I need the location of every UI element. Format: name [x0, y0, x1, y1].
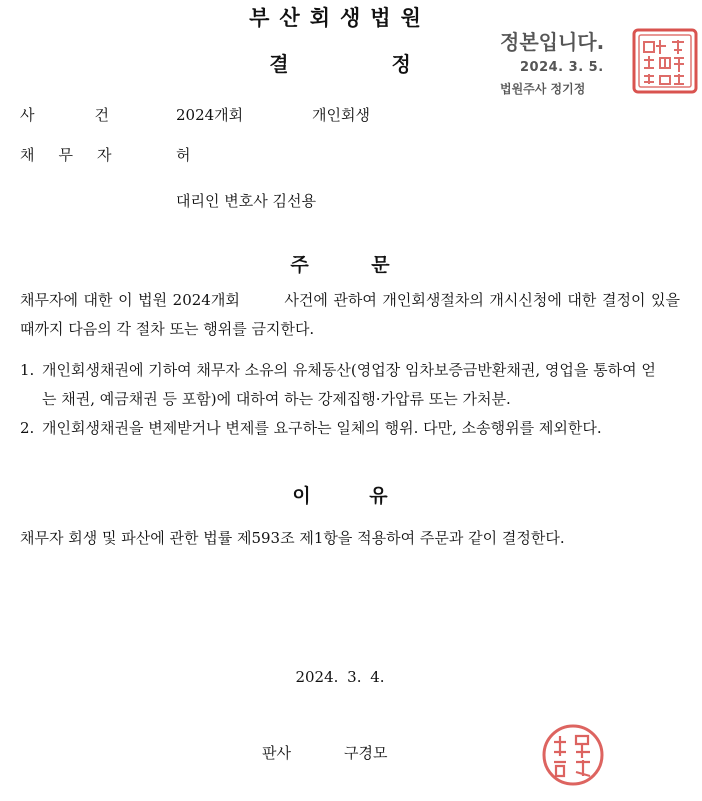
certified-copy-clerk: 법원주사 정기정 [500, 82, 586, 96]
judge-seal-stamp [540, 722, 606, 788]
order-item-number: 1. [20, 361, 35, 379]
certified-copy-text: 정본입니다. [500, 30, 605, 54]
order-item-text: 개인회생채권을 변제받거나 변제를 요구하는 일체의 행위. 다만, 소송행위를 제외한다. [42, 419, 602, 437]
document-type-title: 결 정 [269, 52, 411, 76]
order-item [20, 356, 670, 414]
case-label: 사건 [20, 106, 169, 124]
order-item [20, 414, 670, 443]
court-seal-stamp [630, 26, 700, 96]
court-name: 부산회생법원 [249, 6, 431, 30]
order-heading: 주 문 [290, 254, 390, 276]
certified-copy-date: 2024. 3. 5. [520, 60, 604, 75]
case-number: 2024개회 [176, 106, 244, 124]
debtor-attorney: 대리인 변호사 김선용 [176, 192, 316, 210]
debtor-name: 허 [176, 146, 191, 164]
order-item-number: 2. [20, 419, 35, 437]
order-item-text: 개인회생채권에 기하여 채무자 소유의 유체동산(영업장 임차보증금반환채권, 영업을 통하여 얻는 채권, 예금채권 등 포함)에 대하여 하는 강제집행·가압류 또는 가처분. [42, 361, 656, 408]
decision-date: 2024. 3. 4. [295, 668, 385, 686]
debtor-label: 채무자 [20, 146, 136, 164]
judge-name: 구경모 [344, 744, 388, 762]
order-item-list [20, 356, 670, 443]
judge-label: 판사 [262, 744, 291, 762]
reason-paragraph: 채무자 회생 및 파산에 관한 법률 제593조 제1항을 적용하여 주문과 같이 결정한다. [20, 529, 565, 547]
reason-heading: 이 유 [292, 485, 388, 507]
order-intro-paragraph: 채무자에 대한 이 법원 2024개회 사건에 관하여 개인회생절차의 개시신청에 대한 결정이 있을 때까지 다음의 각 절차 또는 행위를 금지한다. [20, 291, 685, 338]
case-type: 개인회생 [312, 106, 370, 124]
